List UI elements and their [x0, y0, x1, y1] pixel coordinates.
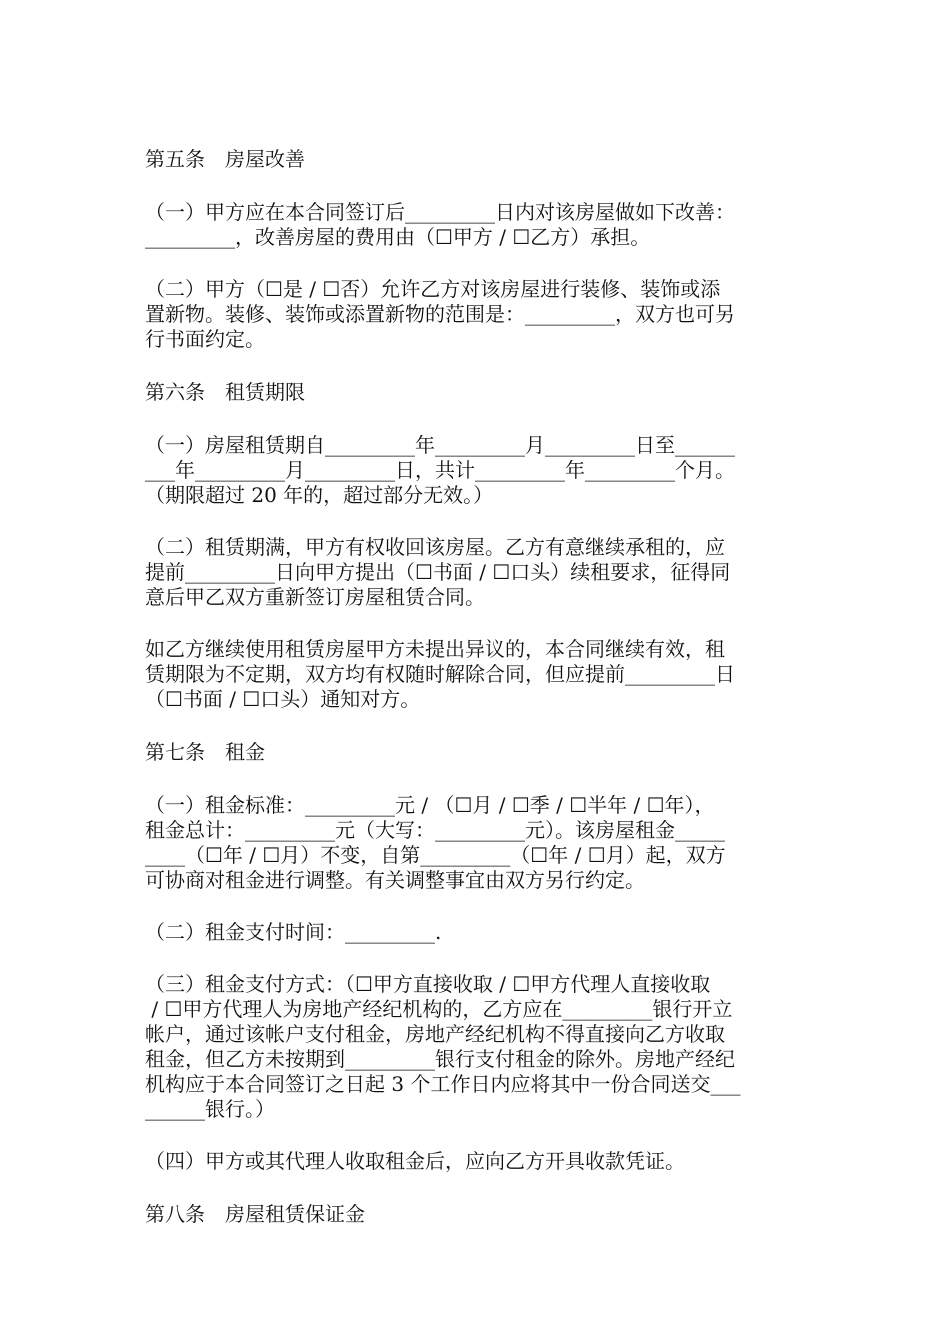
clause-line: （二）租赁期满，甲方有权收回该房屋。乙方有意继续承租的，应: [145, 535, 725, 559]
clause-line: 置新物。装修、装饰或添置新物的范围是：_________，双方也可另: [145, 302, 735, 326]
clause-line: （一）房屋租赁期自_________年_________月_________日至______: [145, 433, 735, 457]
clause-line: / ☐甲方代理人为房地产经纪机构的，乙方应在_________银行开立: [145, 997, 733, 1021]
clause-line: ____（☐年 / ☐月）不变，自第_________（☐年 / ☐月）起，双方: [145, 843, 726, 867]
article-heading: 第五条 房屋改善: [145, 147, 305, 171]
clause-line: （一）甲方应在本合同签订后_________日内对该房屋做如下改善：: [145, 200, 735, 224]
clause-line: 提前_________日向甲方提出（☐书面 / ☐口头）续租要求，征得同: [145, 560, 731, 584]
clause-paragraph: [145, 793, 815, 893]
clause-line: 租金总计：_________元（大写：_________元）。该房屋租金_____: [145, 818, 725, 842]
clause-line: （☐书面 / ☐口头）通知对方。: [145, 687, 421, 711]
clause-paragraph: [145, 535, 815, 610]
clause-paragraph: [145, 920, 815, 945]
clause-line: ______银行。）: [145, 1097, 275, 1121]
clause-line: （二）租金支付时间：_________.: [145, 920, 442, 944]
clause-line: 如乙方继续使用租赁房屋甲方未提出异议的，本合同继续有效，租: [145, 637, 725, 661]
clause-paragraph: [145, 1149, 815, 1174]
clause-line: （期限超过 20 年的，超过部分无效。）: [145, 483, 494, 507]
clause-paragraph: [145, 972, 815, 1122]
clause-line: _________，改善房屋的费用由（☐甲方 / ☐乙方）承担。: [145, 225, 651, 249]
clause-paragraph: [145, 637, 815, 712]
clause-line: （一）租金标准：_________元 / （☐月 / ☐季 / ☐半年 / ☐年），: [145, 793, 715, 817]
clause-line: 可协商对租金进行调整。有关调整事宜由双方另行约定。: [145, 868, 645, 892]
clause-line: 行书面约定。: [145, 327, 265, 351]
clause-line: 机构应于本合同签订之日起 3 个工作日内应将其中一份合同送交___: [145, 1072, 741, 1096]
clause-line: （三）租金支付方式：（☐甲方直接收取 / ☐甲方代理人直接收取: [145, 972, 711, 996]
clause-line: 意后甲乙双方重新签订房屋租赁合同。: [145, 585, 485, 609]
article-heading: 第六条 租赁期限: [145, 380, 305, 404]
clause-line: 赁期限为不定期，双方均有权随时解除合同，但应提前_________日: [145, 662, 735, 686]
clause-line: 租金，但乙方未按期到_________银行支付租金的除外。房地产经纪: [145, 1047, 735, 1071]
clause-paragraph: [145, 200, 815, 250]
article-heading: 第七条 租金: [145, 740, 265, 764]
clause-line: （二）甲方（☐是 / ☐否）允许乙方对该房屋进行装修、装饰或添: [145, 277, 721, 301]
clause-paragraph: [145, 433, 815, 508]
article-heading: 第八条 房屋租赁保证金: [145, 1202, 365, 1226]
clause-paragraph: [145, 277, 815, 352]
clause-line: 帐户，通过该帐户支付租金，房地产经纪机构不得直接向乙方收取: [145, 1022, 725, 1046]
clause-line: （四）甲方或其代理人收取租金后，应向乙方开具收款凭证。: [145, 1149, 685, 1173]
document-page: [145, 146, 815, 1255]
clause-line: ___年_________月_________日，共计_________年_________个月。: [145, 458, 735, 482]
